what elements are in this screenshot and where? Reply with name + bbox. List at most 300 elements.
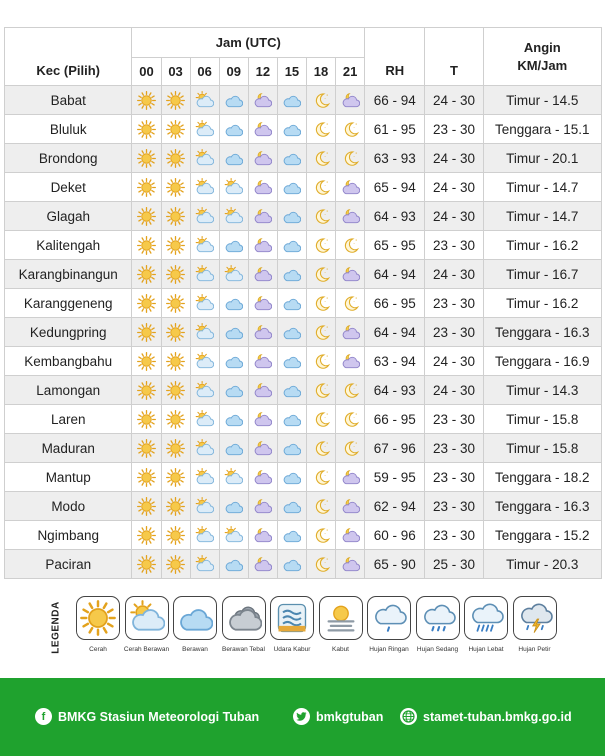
weather-cell <box>248 550 277 579</box>
wind-value: Tenggara - 15.1 <box>483 115 601 144</box>
weather-cell <box>248 405 277 434</box>
weather-cell <box>219 144 248 173</box>
weather-cell <box>248 376 277 405</box>
night-cloud-icon <box>249 555 277 574</box>
weather-cell <box>336 289 365 318</box>
sun-icon <box>132 468 160 487</box>
hour-header-12: 12 <box>248 58 277 86</box>
wind-value: Timur - 15.8 <box>483 434 601 463</box>
partly-sunny-icon <box>191 468 219 487</box>
weather-cell <box>190 289 219 318</box>
wind-header-title: Angin <box>523 39 561 55</box>
temperature-value: 24 - 30 <box>425 202 483 231</box>
kecamatan-name: Kalitengah <box>5 231 132 260</box>
weather-cell <box>190 260 219 289</box>
weather-cell <box>219 521 248 550</box>
weather-cell <box>132 521 161 550</box>
partly-sunny-icon <box>191 439 219 458</box>
weather-cell <box>161 318 190 347</box>
table-row <box>5 521 602 550</box>
night-cloud-icon <box>249 352 277 371</box>
legend-item <box>366 596 412 653</box>
temperature-value: 23 - 30 <box>425 289 483 318</box>
weather-cell <box>277 231 306 260</box>
moon-icon <box>307 207 335 226</box>
weather-cell <box>190 86 219 115</box>
cloudy-icon <box>278 236 306 255</box>
kecamatan-name: Laren <box>5 405 132 434</box>
facebook-icon: f <box>35 708 52 725</box>
cloudy-icon <box>220 149 248 168</box>
hour-header-06: 06 <box>190 58 219 86</box>
partly-sunny-icon <box>191 120 219 139</box>
temperature-value: 24 - 30 <box>425 144 483 173</box>
sun-icon <box>162 91 190 110</box>
partly-sunny-icon <box>191 178 219 197</box>
partly-sunny-icon <box>220 526 248 545</box>
weather-cell <box>248 173 277 202</box>
kecamatan-name: Kedungpring <box>5 318 132 347</box>
kecamatan-name: Brondong <box>5 144 132 173</box>
night-cloud-icon <box>249 468 277 487</box>
cloudy-icon <box>278 352 306 371</box>
moon-icon <box>307 526 335 545</box>
weather-cell <box>248 463 277 492</box>
sun-icon <box>162 294 190 313</box>
weather-cell <box>219 289 248 318</box>
cloudy-icon <box>220 91 248 110</box>
legend-item <box>463 596 509 653</box>
night-cloud-icon <box>249 149 277 168</box>
rh-header: RH <box>365 28 425 86</box>
partly-sunny-icon <box>125 596 169 640</box>
legend-label: Hujan Lebat <box>468 646 504 653</box>
weather-cell <box>248 434 277 463</box>
weather-cell <box>336 173 365 202</box>
hour-header-03: 03 <box>161 58 190 86</box>
weather-cell <box>306 202 335 231</box>
sun-icon <box>162 178 190 197</box>
sun-icon <box>162 410 190 429</box>
weather-cell <box>248 115 277 144</box>
table-row <box>5 202 602 231</box>
moon-icon <box>307 91 335 110</box>
partly-sunny-icon <box>191 410 219 429</box>
sun-icon <box>162 352 190 371</box>
cloudy-icon <box>278 497 306 516</box>
legend-item <box>124 596 170 653</box>
weather-cell <box>132 405 161 434</box>
sun-icon <box>132 555 160 574</box>
kecamatan-name: Mantup <box>5 463 132 492</box>
weather-cell <box>277 463 306 492</box>
table-row <box>5 231 602 260</box>
weather-cell <box>248 318 277 347</box>
wind-value: Timur - 16.7 <box>483 260 601 289</box>
wind-value: Timur - 20.1 <box>483 144 601 173</box>
humidity-value: 65 - 90 <box>365 550 425 579</box>
temperature-value: 24 - 30 <box>425 376 483 405</box>
temperature-value: 23 - 30 <box>425 463 483 492</box>
humidity-value: 59 - 95 <box>365 463 425 492</box>
table-row <box>5 144 602 173</box>
legend-label: Cerah <box>89 646 107 653</box>
sun-icon <box>132 120 160 139</box>
sun-icon <box>162 120 190 139</box>
weather-cell <box>277 115 306 144</box>
legend-label: Udara Kabur <box>273 646 311 653</box>
weather-cell <box>306 463 335 492</box>
partly-sunny-icon <box>191 381 219 400</box>
weather-cell <box>190 550 219 579</box>
sun-icon <box>132 178 160 197</box>
night-cloud-icon <box>336 265 364 284</box>
night-cloud-icon <box>249 497 277 516</box>
twitter-label: bmkgtuban <box>316 709 384 724</box>
sun-icon <box>162 439 190 458</box>
weather-cell <box>277 202 306 231</box>
sun-icon <box>132 323 160 342</box>
night-cloud-icon <box>249 439 277 458</box>
moon-icon <box>307 120 335 139</box>
facebook-label: BMKG Stasiun Meteorologi Tuban <box>58 709 260 724</box>
table-row <box>5 347 602 376</box>
weather-cell <box>132 347 161 376</box>
kec-header[interactable]: Kec (Pilih) <box>5 28 132 86</box>
weather-cell <box>219 260 248 289</box>
moon-icon <box>307 468 335 487</box>
sun-icon <box>76 596 120 640</box>
night-cloud-icon <box>249 410 277 429</box>
cloudy-icon <box>278 265 306 284</box>
footer-bar <box>0 678 605 756</box>
weather-cell <box>132 173 161 202</box>
legend-item <box>269 596 315 653</box>
moon-icon <box>307 410 335 429</box>
sun-icon <box>162 236 190 255</box>
temperature-value: 24 - 30 <box>425 260 483 289</box>
partly-sunny-icon <box>191 207 219 226</box>
weather-cell <box>161 115 190 144</box>
table-row <box>5 318 602 347</box>
cloudy-icon <box>278 294 306 313</box>
weather-cell <box>132 550 161 579</box>
humidity-value: 66 - 95 <box>365 289 425 318</box>
weather-cell <box>132 376 161 405</box>
table-row <box>5 115 602 144</box>
weather-cell <box>277 376 306 405</box>
night-cloud-icon <box>336 555 364 574</box>
weather-cell <box>161 231 190 260</box>
night-cloud-icon <box>336 323 364 342</box>
weather-cell <box>336 144 365 173</box>
forecast-table-container <box>4 27 602 579</box>
light-rain-icon <box>367 596 411 640</box>
weather-cell <box>248 202 277 231</box>
partly-sunny-icon <box>191 323 219 342</box>
weather-cell <box>277 144 306 173</box>
weather-cell <box>190 521 219 550</box>
weather-cell <box>161 405 190 434</box>
weather-cell <box>306 376 335 405</box>
weather-cell <box>248 347 277 376</box>
website-label: stamet-tuban.bmkg.go.id <box>423 709 572 724</box>
partly-sunny-icon <box>220 265 248 284</box>
cloudy-icon <box>220 352 248 371</box>
wind-value: Tenggara - 16.3 <box>483 318 601 347</box>
weather-cell <box>132 318 161 347</box>
legend-item <box>172 596 218 653</box>
weather-cell <box>277 318 306 347</box>
kecamatan-name: Bluluk <box>5 115 132 144</box>
wind-value: Timur - 14.3 <box>483 376 601 405</box>
weather-cell <box>306 318 335 347</box>
cloudy-icon <box>278 439 306 458</box>
weather-cell <box>336 202 365 231</box>
weather-cell <box>161 376 190 405</box>
weather-cell <box>248 289 277 318</box>
weather-cell <box>190 202 219 231</box>
sun-icon <box>162 555 190 574</box>
sun-icon <box>132 439 160 458</box>
legend-item <box>512 596 558 653</box>
weather-cell <box>219 115 248 144</box>
weather-cell <box>306 405 335 434</box>
sun-icon <box>132 294 160 313</box>
weather-cell <box>306 434 335 463</box>
weather-cell <box>132 86 161 115</box>
legend-item <box>221 596 267 653</box>
night-cloud-icon <box>249 381 277 400</box>
kecamatan-name: Paciran <box>5 550 132 579</box>
legend-item <box>75 596 121 653</box>
kecamatan-name: Kembangbahu <box>5 347 132 376</box>
weather-cell <box>161 144 190 173</box>
moon-icon <box>336 149 364 168</box>
weather-cell <box>190 347 219 376</box>
weather-cell <box>132 492 161 521</box>
table-row <box>5 492 602 521</box>
weather-cell <box>336 260 365 289</box>
moon-icon <box>307 352 335 371</box>
partly-sunny-icon <box>220 207 248 226</box>
humidity-value: 64 - 94 <box>365 318 425 347</box>
weather-cell <box>277 492 306 521</box>
weather-cell <box>336 86 365 115</box>
cloudy-icon <box>278 91 306 110</box>
night-cloud-icon <box>249 323 277 342</box>
cloudy-icon <box>220 323 248 342</box>
kecamatan-name: Karanggeneng <box>5 289 132 318</box>
moon-icon <box>307 555 335 574</box>
wind-value: Tenggara - 16.3 <box>483 492 601 521</box>
haze-icon <box>270 596 314 640</box>
humidity-value: 64 - 93 <box>365 202 425 231</box>
wind-value: Timur - 16.2 <box>483 231 601 260</box>
partly-sunny-icon <box>220 178 248 197</box>
cloudy-icon <box>278 381 306 400</box>
moon-icon <box>307 236 335 255</box>
footer-website[interactable] <box>400 708 572 725</box>
sun-icon <box>132 207 160 226</box>
table-row <box>5 550 602 579</box>
kecamatan-name: Glagah <box>5 202 132 231</box>
moon-icon <box>336 294 364 313</box>
weather-cell <box>190 405 219 434</box>
weather-cell <box>190 231 219 260</box>
weather-cell <box>190 115 219 144</box>
humidity-value: 65 - 95 <box>365 231 425 260</box>
weather-cell <box>306 173 335 202</box>
table-row <box>5 289 602 318</box>
moon-icon <box>307 294 335 313</box>
weather-cell <box>306 521 335 550</box>
footer-twitter[interactable] <box>293 708 383 725</box>
cloudy-icon <box>220 555 248 574</box>
legend <box>50 596 570 664</box>
hour-header-15: 15 <box>277 58 306 86</box>
weather-cell <box>277 434 306 463</box>
night-cloud-icon <box>336 178 364 197</box>
weather-cell <box>219 550 248 579</box>
cloudy-icon <box>278 323 306 342</box>
weather-cell <box>161 289 190 318</box>
night-cloud-icon <box>249 526 277 545</box>
weather-cell <box>336 492 365 521</box>
weather-cell <box>190 463 219 492</box>
wind-header <box>483 28 601 86</box>
weather-cell <box>336 463 365 492</box>
humidity-value: 64 - 94 <box>365 260 425 289</box>
weather-cell <box>336 521 365 550</box>
humidity-value: 60 - 96 <box>365 521 425 550</box>
temperature-value: 23 - 30 <box>425 434 483 463</box>
weather-cell <box>306 289 335 318</box>
night-cloud-icon <box>249 294 277 313</box>
weather-cell <box>190 173 219 202</box>
forecast-table <box>4 27 602 579</box>
sun-icon <box>132 91 160 110</box>
weather-cell <box>248 260 277 289</box>
humidity-value: 61 - 95 <box>365 115 425 144</box>
legend-label: Cerah Berawan <box>123 646 170 653</box>
weather-cell <box>219 347 248 376</box>
globe-icon <box>400 708 417 725</box>
weather-cell <box>219 492 248 521</box>
hour-header-21: 21 <box>336 58 365 86</box>
weather-cell <box>161 492 190 521</box>
moon-icon <box>307 265 335 284</box>
partly-sunny-icon <box>191 497 219 516</box>
weather-cell <box>219 231 248 260</box>
weather-cell <box>132 463 161 492</box>
weather-cell <box>277 405 306 434</box>
temperature-value: 24 - 30 <box>425 173 483 202</box>
sun-icon <box>162 468 190 487</box>
hour-header-00: 00 <box>132 58 161 86</box>
legend-label: Berawan <box>182 646 208 653</box>
weather-cell <box>219 434 248 463</box>
night-cloud-icon <box>249 236 277 255</box>
partly-sunny-icon <box>191 149 219 168</box>
cloudy-icon <box>278 410 306 429</box>
weather-cell <box>132 289 161 318</box>
humidity-value: 63 - 94 <box>365 347 425 376</box>
temperature-value: 23 - 30 <box>425 521 483 550</box>
moon-icon <box>336 381 364 400</box>
weather-cell <box>306 492 335 521</box>
weather-cell <box>161 463 190 492</box>
weather-cell <box>190 144 219 173</box>
sun-icon <box>162 497 190 516</box>
cloud-icon <box>173 596 217 640</box>
weather-cell <box>161 260 190 289</box>
weather-cell <box>219 405 248 434</box>
weather-cell <box>219 173 248 202</box>
sun-icon <box>132 236 160 255</box>
cloudy-icon <box>220 381 248 400</box>
table-row <box>5 376 602 405</box>
weather-cell <box>277 260 306 289</box>
moon-icon <box>307 323 335 342</box>
weather-cell <box>161 550 190 579</box>
temperature-value: 23 - 30 <box>425 405 483 434</box>
night-cloud-icon <box>336 497 364 516</box>
sun-icon <box>162 323 190 342</box>
weather-cell <box>161 202 190 231</box>
fog-icon <box>319 596 363 640</box>
legend-label: Kabut <box>332 646 349 653</box>
wind-value: Tenggara - 15.2 <box>483 521 601 550</box>
cloudy-icon <box>278 468 306 487</box>
weather-cell <box>248 144 277 173</box>
sun-icon <box>132 265 160 284</box>
cloudy-icon <box>220 410 248 429</box>
cloudy-icon <box>278 555 306 574</box>
moon-icon <box>307 149 335 168</box>
weather-cell <box>132 231 161 260</box>
legend-title: LEGENDA <box>50 601 62 654</box>
humidity-value: 66 - 95 <box>365 405 425 434</box>
weather-cell <box>219 86 248 115</box>
wind-value: Timur - 14.7 <box>483 202 601 231</box>
cloudy-icon <box>220 439 248 458</box>
partly-sunny-icon <box>191 236 219 255</box>
weather-cell <box>277 550 306 579</box>
weather-cell <box>161 347 190 376</box>
sun-icon <box>162 207 190 226</box>
humidity-value: 65 - 94 <box>365 173 425 202</box>
footer-facebook[interactable] <box>35 708 259 725</box>
partly-sunny-icon <box>191 294 219 313</box>
weather-cell <box>306 86 335 115</box>
night-cloud-icon <box>249 207 277 226</box>
sun-icon <box>162 265 190 284</box>
temperature-value: 23 - 30 <box>425 318 483 347</box>
sun-icon <box>132 149 160 168</box>
wind-value: Tenggara - 18.2 <box>483 463 601 492</box>
cloudy-icon <box>278 207 306 226</box>
night-cloud-icon <box>249 120 277 139</box>
weather-cell <box>277 289 306 318</box>
weather-cell <box>190 318 219 347</box>
moderate-rain-icon <box>416 596 460 640</box>
weather-cell <box>132 144 161 173</box>
moon-icon <box>307 497 335 516</box>
wind-value: Timur - 16.2 <box>483 289 601 318</box>
wind-value: Timur - 14.5 <box>483 86 601 115</box>
kecamatan-name: Deket <box>5 173 132 202</box>
